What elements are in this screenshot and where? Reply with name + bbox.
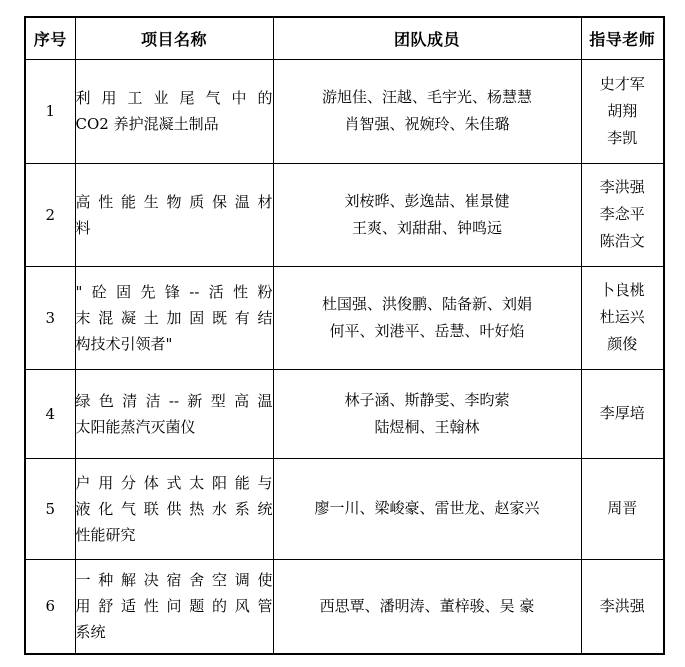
cell-members xyxy=(273,559,581,654)
table-row xyxy=(25,59,664,163)
advisor-line: 李洪强 xyxy=(599,596,645,615)
members-line: 廖一川、梁峻豪、雷世龙、赵家兴 xyxy=(314,499,540,517)
advisor-line: 李念平 xyxy=(599,205,645,223)
cell-no: 3 xyxy=(25,266,75,369)
cell-project xyxy=(75,458,273,559)
header-team-members: 团队成员 xyxy=(273,17,581,59)
project-line: "砼固先锋--活性粉 xyxy=(75,282,273,301)
cell-project xyxy=(75,559,273,654)
project-line: 料 xyxy=(75,218,91,237)
cell-project xyxy=(75,59,273,163)
members-line: 陆煜桐、王翰林 xyxy=(374,417,480,436)
header-no: 序号 xyxy=(25,17,75,59)
advisor-line: 杜运兴 xyxy=(599,308,645,326)
cell-members xyxy=(273,59,581,163)
advisor-line: 周晋 xyxy=(607,499,638,517)
members-line: 刘桉晔、彭逸喆、崔景健 xyxy=(344,191,510,210)
table-header-row xyxy=(25,17,664,59)
table-row xyxy=(25,163,664,266)
project-line: 末混凝土加固既有结 xyxy=(75,308,273,327)
cell-no: 5 xyxy=(25,458,75,559)
project-line: 系统 xyxy=(75,623,106,642)
cell-members xyxy=(273,369,581,458)
projects-table xyxy=(24,16,665,655)
table-row xyxy=(25,458,664,559)
table-row xyxy=(25,266,664,369)
members-line: 西思覃、潘明涛、董梓骏、吴 豪 xyxy=(319,596,535,615)
members-line: 肖智强、祝婉玲、朱佳璐 xyxy=(344,115,510,133)
project-line: 液化气联供热水系统 xyxy=(75,499,273,518)
cell-advisors xyxy=(581,59,664,163)
cell-advisors xyxy=(581,369,664,458)
members-line: 林子涵、斯静雯、李昀萦 xyxy=(344,390,510,409)
cell-project xyxy=(75,163,273,266)
cell-no: 6 xyxy=(25,559,75,654)
advisor-line: 李厚培 xyxy=(599,404,645,422)
cell-members xyxy=(273,163,581,266)
project-line: 太阳能蒸汽灭菌仪 xyxy=(75,417,196,436)
project-line: 构技术引领者" xyxy=(75,334,173,353)
project-line: 用舒适性问题的风管 xyxy=(75,597,273,616)
project-line: CO2 养护混凝土制品 xyxy=(75,115,219,133)
cell-advisors xyxy=(581,559,664,654)
advisor-line: 颜俊 xyxy=(607,335,638,353)
members-line: 王爽、刘甜甜、钟鸣远 xyxy=(351,218,502,237)
advisor-line: 李凯 xyxy=(607,128,638,147)
advisor-line: 史才军 xyxy=(599,74,645,93)
members-line: 游旭佳、汪越、毛宇光、杨慧慧 xyxy=(321,88,532,106)
cell-no: 2 xyxy=(25,163,75,266)
table-row xyxy=(25,559,664,654)
cell-members xyxy=(273,266,581,369)
project-line: 性能研究 xyxy=(75,525,136,544)
header-advisor: 指导老师 xyxy=(581,17,664,59)
advisor-line: 卜良桃 xyxy=(599,281,645,299)
advisor-line: 李洪强 xyxy=(599,178,645,196)
advisor-line: 胡翔 xyxy=(607,101,638,120)
cell-advisors xyxy=(581,163,664,266)
advisor-line: 陈浩文 xyxy=(599,232,645,250)
table-row xyxy=(25,369,664,458)
cell-no: 1 xyxy=(25,59,75,163)
cell-advisors xyxy=(581,266,664,369)
members-line: 杜国强、洪俊鹏、陆备新、刘娟 xyxy=(321,294,532,313)
project-line: 户用分体式太阳能与 xyxy=(75,473,273,492)
cell-project xyxy=(75,266,273,369)
cell-members xyxy=(273,458,581,559)
members-line: 何平、刘港平、岳慧、叶好焰 xyxy=(329,321,525,340)
project-line: 利用工业尾气中的 xyxy=(75,89,273,107)
project-line: 高性能生物质保温材 xyxy=(75,192,273,211)
project-line: 一种解决宿舍空调使 xyxy=(75,571,273,590)
cell-project xyxy=(75,369,273,458)
project-line: 绿色清洁--新型高温 xyxy=(75,391,273,410)
cell-advisors xyxy=(581,458,664,559)
header-project-name: 项目名称 xyxy=(75,17,273,59)
cell-no: 4 xyxy=(25,369,75,458)
